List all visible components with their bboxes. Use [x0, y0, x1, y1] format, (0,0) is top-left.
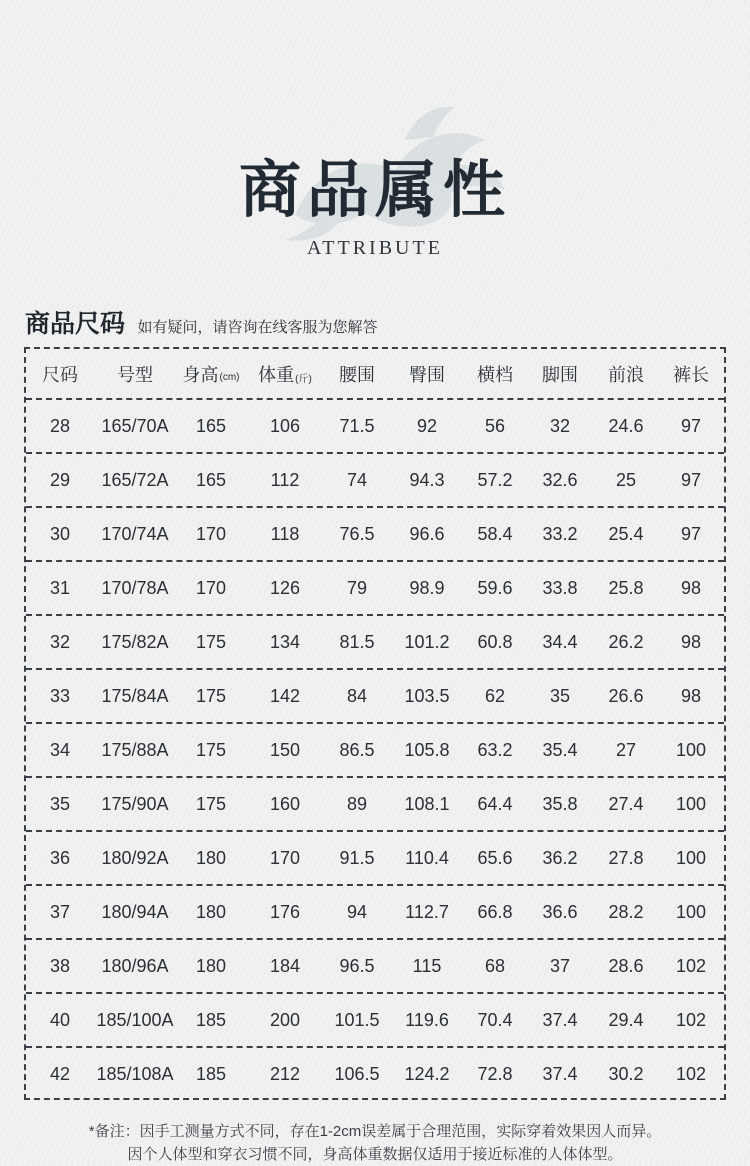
- table-cell: 33: [49, 685, 71, 706]
- table-cell: 98: [680, 577, 702, 598]
- section-header: [25, 304, 377, 338]
- header-label: 体重: [258, 365, 295, 385]
- table-cell: 37.4: [542, 1009, 578, 1030]
- table-row: [26, 993, 724, 1047]
- table-cell: 24.6: [608, 415, 644, 436]
- header-cell: [464, 349, 526, 399]
- header-cell: [176, 349, 246, 399]
- header-cell: [658, 349, 724, 399]
- table-cell: 176: [269, 901, 301, 922]
- table-cell: 98.9: [409, 577, 445, 598]
- table-cell: 91.5: [339, 847, 375, 868]
- header-label: 脚围: [542, 365, 578, 385]
- table-cell: 175/84A: [101, 685, 169, 706]
- table-cell: 63.2: [477, 739, 513, 760]
- table-row: [26, 561, 724, 615]
- header-label: 尺码: [42, 365, 78, 385]
- table-cell: 33.2: [542, 523, 578, 544]
- table-cell: 58.4: [477, 523, 513, 544]
- table-cell: 165: [195, 469, 227, 490]
- header-label: 横档: [477, 365, 513, 385]
- hero-subtitle: ATTRIBUTE: [307, 237, 443, 259]
- table-cell: 98: [680, 631, 702, 652]
- table-cell: 170/74A: [101, 523, 169, 544]
- table-cell: 28.2: [608, 901, 644, 922]
- table-cell: 175: [195, 793, 227, 814]
- table-cell: 38: [49, 955, 71, 976]
- table-cell: 26.2: [608, 631, 644, 652]
- header-cell: [594, 349, 658, 399]
- header-cell: [526, 349, 594, 399]
- table-cell: 66.8: [477, 901, 513, 922]
- table-cell: 36: [49, 847, 71, 868]
- header-cell: [246, 349, 324, 399]
- header-unit: (斤): [295, 373, 312, 385]
- table-cell: 184: [269, 955, 301, 976]
- table-cell: 42: [49, 1063, 71, 1084]
- table-cell: 27.8: [608, 847, 644, 868]
- table-row: [26, 831, 724, 885]
- header-label: 腰围: [339, 365, 375, 385]
- table-row: [26, 777, 724, 831]
- table-cell: 76.5: [339, 523, 375, 544]
- table-cell: 65.6: [477, 847, 513, 868]
- table-cell: 35.8: [542, 793, 578, 814]
- table-cell: 64.4: [477, 793, 513, 814]
- table-cell: 180: [195, 901, 227, 922]
- table-cell: 72.8: [477, 1063, 513, 1084]
- table-cell: 25: [615, 469, 637, 490]
- table-cell: 26.6: [608, 685, 644, 706]
- table-cell: 180: [195, 955, 227, 976]
- table-cell: 170/78A: [101, 577, 169, 598]
- table-cell: 59.6: [477, 577, 513, 598]
- table-row: [26, 723, 724, 777]
- table-cell: 94: [346, 901, 368, 922]
- table-cell: 92: [416, 415, 438, 436]
- table-cell: 185/100A: [96, 1009, 174, 1030]
- table-cell: 180: [195, 847, 227, 868]
- table-cell: 112.7: [405, 901, 449, 922]
- table-cell: 185/108A: [96, 1063, 174, 1084]
- table-cell: 34: [49, 739, 71, 760]
- table-cell: 118: [270, 523, 300, 544]
- table-cell: 29: [49, 469, 71, 490]
- table-cell: 100: [675, 793, 707, 814]
- table-row: [26, 507, 724, 561]
- table-cell: 112: [270, 469, 300, 490]
- table-cell: 100: [675, 739, 707, 760]
- table-cell: 27.4: [608, 793, 644, 814]
- table-cell: 101.2: [404, 631, 450, 652]
- table-cell: 175/88A: [101, 739, 169, 760]
- table-cell: 165: [195, 415, 227, 436]
- table-row: [26, 1047, 724, 1101]
- header-cell: [390, 349, 464, 399]
- header-label: 号型: [117, 365, 153, 385]
- table-cell: 185: [195, 1063, 227, 1084]
- table-cell: 84: [346, 685, 368, 706]
- table-cell: 175: [195, 739, 227, 760]
- table-cell: 37: [549, 955, 571, 976]
- table-cell: 175/90A: [101, 793, 169, 814]
- table-cell: 94.3: [409, 469, 445, 490]
- header-cell: [26, 349, 94, 399]
- table-cell: 71.5: [339, 415, 375, 436]
- table-cell: 180/96A: [101, 955, 169, 976]
- table-cell: 105.8: [404, 739, 450, 760]
- table-header-row: [26, 349, 724, 399]
- table-cell: 89: [346, 793, 368, 814]
- table-cell: 106.5: [334, 1063, 380, 1084]
- table-cell: 37.4: [542, 1063, 578, 1084]
- header-cell: [94, 349, 176, 399]
- table-cell: 28: [49, 415, 71, 436]
- table-cell: 102: [675, 955, 707, 976]
- table-cell: 97: [680, 469, 702, 490]
- hero-title: 商品属性: [238, 153, 511, 226]
- table-cell: 28.6: [608, 955, 644, 976]
- table-cell: 31: [49, 577, 71, 598]
- table-cell: 170: [195, 523, 227, 544]
- table-cell: 102: [675, 1009, 707, 1030]
- table-cell: 32.6: [542, 469, 578, 490]
- section-note: 如有疑问，请咨询在线客服为您解答: [137, 319, 378, 336]
- table-cell: 175: [195, 631, 227, 652]
- table-cell: 30.2: [608, 1063, 644, 1084]
- table-cell: 35.4: [542, 739, 578, 760]
- table-cell: 103.5: [404, 685, 450, 706]
- table-cell: 56: [484, 415, 506, 436]
- table-cell: 175: [195, 685, 227, 706]
- footnote: [0, 1120, 750, 1166]
- table-cell: 165/70A: [101, 415, 169, 436]
- header-label: 身高: [182, 365, 219, 385]
- table-cell: 40: [49, 1009, 71, 1030]
- table-cell: 57.2: [477, 469, 513, 490]
- table-row: [26, 453, 724, 507]
- header-cell: [324, 349, 390, 399]
- table-cell: 32: [549, 415, 571, 436]
- table-cell: 180/94A: [101, 901, 169, 922]
- table-cell: 185: [195, 1009, 227, 1030]
- table-cell: 68: [484, 955, 506, 976]
- table-cell: 33.8: [542, 577, 578, 598]
- table-cell: 81.5: [339, 631, 375, 652]
- table-cell: 98: [680, 685, 702, 706]
- header-label: 裤长: [673, 365, 709, 385]
- table-cell: 142: [269, 685, 301, 706]
- table-row: [26, 669, 724, 723]
- table-cell: 170: [195, 577, 227, 598]
- table-cell: 34.4: [542, 631, 578, 652]
- table-cell: 100: [675, 901, 707, 922]
- table-cell: 60.8: [477, 631, 513, 652]
- table-cell: 25.8: [608, 577, 644, 598]
- table-cell: 100: [675, 847, 707, 868]
- table-cell: 108.1: [404, 793, 450, 814]
- table-row: [26, 615, 724, 669]
- table-cell: 101.5: [334, 1009, 380, 1030]
- section-title: 商品尺码: [25, 310, 126, 338]
- table-cell: 36.2: [542, 847, 578, 868]
- table-cell: 180/92A: [101, 847, 169, 868]
- footnote-line-2: 因个人体型和穿衣习惯不同，身高体重数据仅适用于接近标准的人体体型。: [127, 1146, 623, 1163]
- table-cell: 36.6: [542, 901, 578, 922]
- table-cell: 212: [269, 1063, 301, 1084]
- table-row: [26, 399, 724, 453]
- header-unit: (cm): [219, 371, 240, 383]
- table-cell: 37: [49, 901, 71, 922]
- table-cell: 62: [484, 685, 506, 706]
- table-cell: 74: [346, 469, 368, 490]
- table-cell: 35: [549, 685, 571, 706]
- table-cell: 29.4: [608, 1009, 644, 1030]
- table-cell: 110.4: [405, 847, 449, 868]
- footnote-line-1: *备注：因手工测量方式不同，存在1-2cm误差属于合理范围，实际穿着效果因人而异。: [88, 1123, 662, 1140]
- table-cell: 150: [269, 739, 301, 760]
- table-cell: 134: [269, 631, 301, 652]
- table-cell: 25.4: [608, 523, 644, 544]
- table-cell: 97: [680, 415, 702, 436]
- size-table: [24, 347, 726, 1100]
- table-cell: 200: [269, 1009, 301, 1030]
- table-cell: 106: [269, 415, 301, 436]
- header-label: 臀围: [409, 365, 445, 385]
- table-cell: 124.2: [404, 1063, 450, 1084]
- table-cell: 126: [269, 577, 301, 598]
- table-cell: 102: [675, 1063, 707, 1084]
- table-cell: 96.6: [409, 523, 445, 544]
- table-cell: 97: [680, 523, 702, 544]
- table-cell: 119.6: [405, 1009, 449, 1030]
- table-cell: 165/72A: [101, 469, 169, 490]
- table-cell: 27: [615, 739, 637, 760]
- table-row: [26, 939, 724, 993]
- table-cell: 160: [269, 793, 301, 814]
- table-cell: 30: [49, 523, 71, 544]
- table-cell: 35: [49, 793, 71, 814]
- table-cell: 79: [346, 577, 368, 598]
- table-cell: 175/82A: [101, 631, 169, 652]
- table-cell: 70.4: [477, 1009, 513, 1030]
- table-cell: 86.5: [339, 739, 375, 760]
- header-label: 前浪: [608, 365, 644, 385]
- table-cell: 96.5: [339, 955, 375, 976]
- table-row: [26, 885, 724, 939]
- table-cell: 32: [49, 631, 71, 652]
- table-cell: 115: [412, 955, 442, 976]
- table-cell: 170: [269, 847, 301, 868]
